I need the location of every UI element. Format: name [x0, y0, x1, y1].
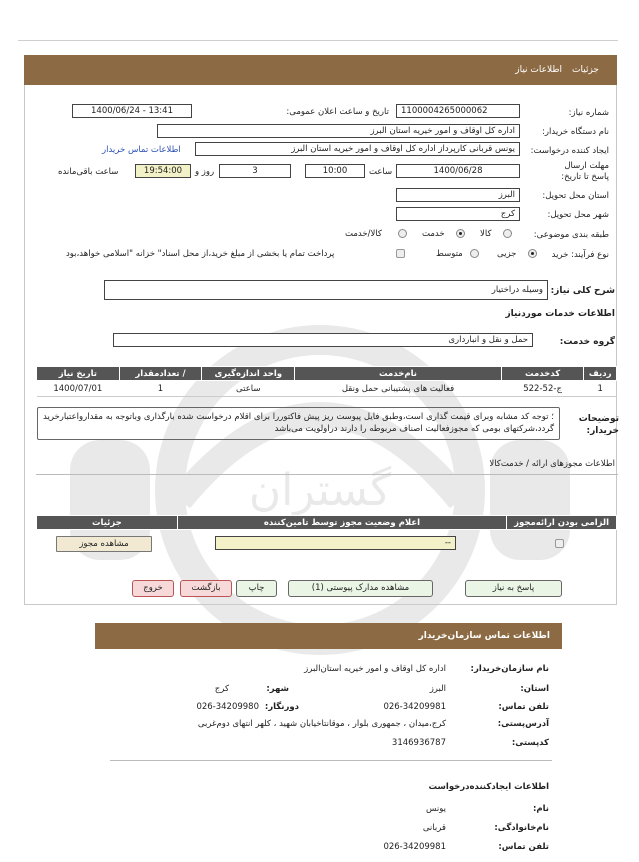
- radio-partial-label: جزیی: [497, 249, 517, 259]
- buyer-notes-label: توضیحات خریدار:: [578, 414, 619, 436]
- treasury-payment-checkbox[interactable]: [396, 249, 405, 258]
- tab-need-info[interactable]: اطلاعات نیاز: [515, 65, 563, 75]
- view-permit-button[interactable]: مشاهده مجوز: [56, 536, 152, 552]
- top-divider: [18, 40, 618, 41]
- contact-address-label: آدرس‌پستی:: [497, 719, 549, 729]
- table-row: [37, 381, 617, 397]
- print-button[interactable]: چاپ: [236, 580, 277, 597]
- service-group-label: گروه خدمت:: [559, 337, 615, 347]
- buyer-contact-link[interactable]: اطلاعات تماس خریدار: [102, 145, 181, 155]
- buyer-field: اداره کل اوقاف و امور خیریه استان البرز: [157, 124, 520, 138]
- radio-partial[interactable]: [528, 249, 537, 258]
- header-bar: [24, 55, 617, 85]
- radio-goods-service-label: کالا/خدمت: [345, 229, 382, 239]
- contact-address-value: کرج،میدان ، جمهوری بلوار ، موقانتاخیابان شهید ، کلهر انتهای دوم‌غربی: [197, 719, 446, 729]
- col-date: تاریخ نیاز: [37, 367, 120, 381]
- summary-field: وسیله دراختیار: [104, 280, 548, 300]
- back-button[interactable]: بازگشت: [180, 580, 232, 597]
- creator-family-value: قربانی: [422, 823, 446, 833]
- radio-medium-label: متوسط: [436, 249, 463, 259]
- need-number-label: شماره نیاز:: [568, 108, 609, 118]
- province-field: البرز: [396, 188, 520, 202]
- day-label: روز و: [195, 167, 215, 177]
- col-code: کدخدمت: [501, 367, 584, 381]
- contact-phone-value: 026-34209981: [383, 702, 446, 712]
- tab-details[interactable]: جزئیات: [572, 65, 599, 75]
- contact-postal-value: 3146936787: [391, 738, 446, 748]
- deadline-label: مهلت ارسال پاسخ تا تاریخ:: [561, 161, 609, 182]
- deadline-time-label: ساعت: [369, 167, 393, 177]
- services-info-title: اطلاعات خدمات مورد‌نیاز: [505, 309, 615, 319]
- province-label: استان محل تحویل:: [542, 191, 609, 201]
- col-qty: / تعداد‌مقدار: [119, 367, 202, 381]
- radio-goods-service[interactable]: [398, 229, 407, 238]
- creator-label: ایجاد کننده درخواست:: [530, 146, 609, 156]
- service-group-field: حمل و نقل و انبارداری: [113, 333, 533, 347]
- summary-label: شرح کلی نیاز:: [550, 286, 615, 296]
- contact-postal-label: کد‌پستی:: [511, 738, 549, 748]
- permits-table-header: [37, 516, 617, 530]
- contact-city-value: کرج: [214, 684, 229, 694]
- permits-table: [36, 515, 617, 530]
- col-permit-required: الزامی بودن ارائه‌مجوز: [507, 516, 617, 530]
- announce-field: 1400/06/24 - 13:41: [72, 104, 192, 118]
- contact-city-label: شهر:: [266, 684, 289, 694]
- radio-medium[interactable]: [470, 249, 479, 258]
- contact-fax-label: دورنگار:: [264, 702, 299, 712]
- contact-fax-value: 026-34209980: [196, 702, 259, 712]
- radio-service-label: خدمت: [422, 229, 445, 239]
- creator-info-title: اطلاعات ایجاد‌کننده‌درخواست: [428, 782, 549, 792]
- col-row: ردیف: [584, 367, 617, 381]
- permit-required-checkbox: [555, 539, 564, 548]
- row-code: ج-52-522: [501, 381, 584, 397]
- category-label: طبقه بندی موضوعی:: [533, 230, 609, 240]
- radio-service[interactable]: [456, 229, 465, 238]
- city-label: شهر محل تحویل:: [547, 210, 609, 220]
- contact-section-title: اطلاعات تماس سازمان‌خریدار: [95, 623, 562, 649]
- deadline-date-field: 1400/06/28: [396, 164, 520, 178]
- radio-goods-label: کالا: [480, 229, 492, 239]
- need-number-field: 1100004265000062: [396, 104, 520, 118]
- remaining-time-field: 19:54:00: [135, 164, 191, 178]
- remaining-label: ساعت باقی‌مانده: [58, 167, 119, 177]
- org-name-value: اداره کل اوقاف و امور خیریه استان‌البرز: [304, 664, 446, 674]
- city-field: کرج: [396, 207, 520, 221]
- watermark-text: گستران: [248, 465, 392, 516]
- treasury-payment-note: پرداخت تمام یا بخشی از مبلغ خرید،از محل اسناد" خزانه "اسلامی خواهد،بود: [66, 249, 335, 259]
- radio-goods[interactable]: [503, 229, 512, 238]
- creator-field: یونس قربانی کارپرداز اداره کل اوقاف و امور خیریه استان البرز: [195, 142, 520, 156]
- row-name: فعالیت های پشتیبانی حمل ونقل: [295, 381, 502, 397]
- creator-phone-label: تلفن تماس:: [498, 842, 549, 852]
- items-table: [36, 366, 617, 397]
- row-index: 1: [584, 381, 617, 397]
- contact-province-label: استان:: [520, 684, 549, 694]
- contact-phone-label: تلفن تماس:: [498, 702, 549, 712]
- buyer-notes-box: ؛ توجه کد مشابه وبرای قیمت گذاری است،وطبق فایل پیوست ریز پیش فاکتوررا برای اقلام درخواست شده بارگذاری وباتوجه به مقدارواعتبارخرید گردد،شرکتهای بومی که مجوزفعالیت اصناف مربوطه را دارند دراولویت می‌باشد: [37, 407, 560, 440]
- days-left-field: 3: [219, 164, 291, 178]
- announce-label: تاریخ و ساعت اعلان عمومی:: [286, 107, 389, 117]
- org-name-label: نام سازمان‌خریدار:: [470, 664, 549, 674]
- exit-button[interactable]: خروج: [132, 580, 174, 597]
- view-documents-button[interactable]: مشاهده مدارک پیوستی (1): [288, 580, 433, 597]
- items-table-header: [37, 367, 617, 381]
- col-permit-details: جزئیات: [37, 516, 178, 530]
- row-qty: 1: [119, 381, 202, 397]
- creator-phone-value: 026-34209981: [383, 842, 446, 852]
- reply-button[interactable]: پاسخ به نیاز: [465, 580, 562, 597]
- creator-name-value: یونس: [426, 804, 446, 814]
- creator-family-label: نام‌خانوادگی:: [494, 823, 549, 833]
- row-unit: ساعتی: [202, 381, 295, 397]
- col-permit-status: اعلام وضعیت مجوز توسط تامین‌کننده: [177, 516, 506, 530]
- permits-title: اطلاعات مجوزهای ارائه / خدمت‌کالا: [489, 459, 615, 469]
- contact-province-value: البرز: [429, 684, 446, 694]
- buyer-label: نام دستگاه خریدار:: [542, 127, 609, 137]
- permits-divider: [36, 474, 618, 475]
- col-name: نام‌خدمت: [295, 367, 502, 381]
- row-date: 1400/07/01: [37, 381, 120, 397]
- process-label: نوع فرآیند: خرید: [551, 250, 609, 260]
- deadline-time-field: 10:00: [305, 164, 365, 178]
- permit-status-field[interactable]: --: [215, 536, 456, 550]
- col-unit: واحد اندازه‌گیری: [202, 367, 295, 381]
- creator-name-label: نام:: [532, 804, 549, 814]
- contact-divider: [110, 760, 552, 761]
